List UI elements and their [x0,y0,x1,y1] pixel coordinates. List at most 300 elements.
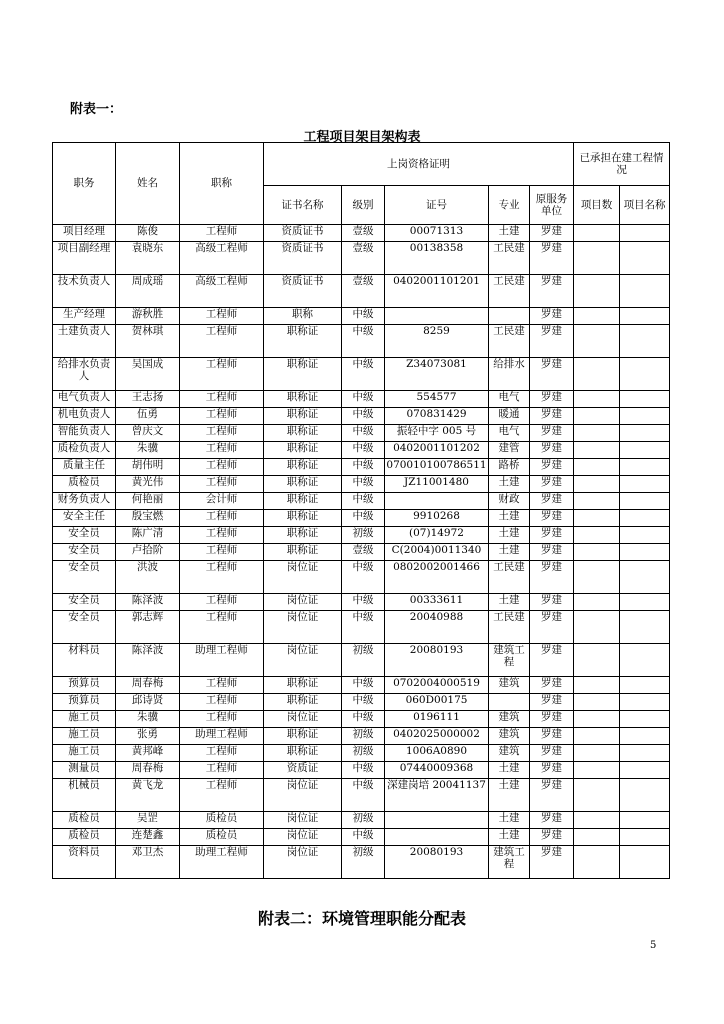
cell-specialty: 建筑工程 [489,644,530,677]
cell-project-name [620,762,670,779]
cell-orig-unit: 罗建 [530,677,574,694]
table-row [53,459,670,476]
cell-project-name [620,408,670,425]
cell-cert-name: 职称证 [264,694,342,711]
cell-project-count [574,561,620,594]
cell-cert-no: JZ11001480 [385,476,489,493]
table-row [53,527,670,544]
cell-project-count [574,762,620,779]
cell-name: 邱诗贤 [116,694,180,711]
cell-title: 助理工程师 [180,846,264,879]
cell-cert-no: 00071313 [385,225,489,242]
cell-cert-no: 20080193 [385,644,489,677]
cell-project-name [620,711,670,728]
cell-cert-name: 职称证 [264,391,342,408]
cell-position: 预算员 [53,694,116,711]
header-project-name: 项目名称 [620,186,670,225]
cell-project-count [574,476,620,493]
cell-specialty: 建筑 [489,711,530,728]
cell-specialty: 工民建 [489,561,530,594]
cell-specialty: 建筑 [489,677,530,694]
cell-project-count [574,544,620,561]
cell-project-count [574,408,620,425]
cell-position: 安全主任 [53,510,116,527]
cell-cert-name: 岗位证 [264,779,342,812]
cell-position: 项目副经理 [53,242,116,275]
cell-cert-name: 资质证书 [264,242,342,275]
cell-position: 土建负责人 [53,325,116,358]
cell-cert-no: 振轻中字 005 号 [385,425,489,442]
cell-name: 周春梅 [116,762,180,779]
cell-specialty: 暖通 [489,408,530,425]
cell-cert-no: Z34073081 [385,358,489,391]
cell-position: 电气负责人 [53,391,116,408]
cell-orig-unit: 罗建 [530,762,574,779]
cell-position: 测量员 [53,762,116,779]
cell-orig-unit: 罗建 [530,694,574,711]
cell-cert-no: 0402001101202 [385,442,489,459]
cell-project-count [574,677,620,694]
cell-level: 中级 [342,594,385,611]
cell-cert-name: 岗位证 [264,711,342,728]
cell-position: 给排水负责人 [53,358,116,391]
cell-level: 壹级 [342,544,385,561]
cell-project-name [620,476,670,493]
cell-level: 初级 [342,812,385,829]
cell-cert-no: 8259 [385,325,489,358]
cell-cert-no: 9910268 [385,510,489,527]
cell-project-name [620,459,670,476]
cell-project-name [620,745,670,762]
cell-name: 黄光伟 [116,476,180,493]
cell-orig-unit: 罗建 [530,242,574,275]
cell-orig-unit: 罗建 [530,391,574,408]
cell-name: 游秋胜 [116,308,180,325]
table-row [53,762,670,779]
cell-project-count [574,425,620,442]
cell-orig-unit: 罗建 [530,544,574,561]
cell-specialty: 工民建 [489,611,530,644]
cell-level: 中级 [342,459,385,476]
cell-project-name [620,275,670,308]
cell-position: 资料员 [53,846,116,879]
cell-name: 吴罡 [116,812,180,829]
cell-position: 预算员 [53,677,116,694]
table-row [53,611,670,644]
cell-cert-no: 20040988 [385,611,489,644]
cell-specialty: 电气 [489,391,530,408]
cell-name: 曾庆文 [116,425,180,442]
cell-level: 中级 [342,308,385,325]
cell-cert-name: 资质证书 [264,225,342,242]
cell-level: 中级 [342,829,385,846]
cell-project-count [574,493,620,510]
cell-orig-unit: 罗建 [530,275,574,308]
cell-level: 中级 [342,694,385,711]
appendix2-title: 附表二：环境管理职能分配表 [257,909,466,928]
cell-name: 朱骥 [116,711,180,728]
cell-name: 袁晓东 [116,242,180,275]
cell-title: 工程师 [180,358,264,391]
cell-cert-name: 职称证 [264,408,342,425]
cell-title: 高级工程师 [180,275,264,308]
cell-cert-no [385,812,489,829]
cell-position: 质检员 [53,812,116,829]
cell-name: 陈广清 [116,527,180,544]
cell-name: 朱骥 [116,442,180,459]
cell-orig-unit: 罗建 [530,829,574,846]
cell-specialty: 土建 [489,225,530,242]
cell-level: 壹级 [342,242,385,275]
cell-project-name [620,510,670,527]
cell-specialty: 给排水 [489,358,530,391]
cell-position: 安全员 [53,561,116,594]
cell-orig-unit: 罗建 [530,527,574,544]
cell-level: 中级 [342,611,385,644]
cell-cert-no: 1006A0890 [385,745,489,762]
cell-title: 工程师 [180,225,264,242]
cell-project-count [574,527,620,544]
cell-specialty: 财政 [489,493,530,510]
cell-cert-name: 岗位证 [264,561,342,594]
cell-orig-unit: 罗建 [530,812,574,829]
table-row [53,242,670,275]
cell-cert-name: 职称证 [264,476,342,493]
cell-cert-no: 0702004000519 [385,677,489,694]
cell-name: 黄邦峰 [116,745,180,762]
cell-name: 陈俊 [116,225,180,242]
cell-orig-unit: 罗建 [530,308,574,325]
cell-specialty: 电气 [489,425,530,442]
cell-position: 质检员 [53,476,116,493]
cell-project-name [620,425,670,442]
cell-level: 初级 [342,745,385,762]
cell-level: 初级 [342,846,385,879]
cell-project-name [620,561,670,594]
table-row [53,408,670,425]
table-row [53,644,670,677]
cell-position: 安全员 [53,544,116,561]
cell-cert-name: 岗位证 [264,594,342,611]
cell-specialty: 建筑 [489,728,530,745]
cell-title: 助理工程师 [180,644,264,677]
cell-specialty [489,308,530,325]
header-level: 级别 [342,186,385,225]
cell-orig-unit: 罗建 [530,408,574,425]
table-row [53,711,670,728]
cell-project-name [620,677,670,694]
cell-specialty: 土建 [489,812,530,829]
cell-level: 中级 [342,325,385,358]
cell-specialty: 土建 [489,527,530,544]
cell-cert-no: 0196111 [385,711,489,728]
header-projects-group: 已承担在建工程情况 [574,143,670,186]
cell-project-name [620,442,670,459]
cell-orig-unit: 罗建 [530,358,574,391]
cell-orig-unit: 罗建 [530,561,574,594]
cell-orig-unit: 罗建 [530,711,574,728]
cell-specialty: 路桥 [489,459,530,476]
cell-level: 中级 [342,677,385,694]
table-row [53,476,670,493]
cell-cert-no: (07)14972 [385,527,489,544]
header-specialty: 专业 [489,186,530,225]
cell-orig-unit: 罗建 [530,728,574,745]
cell-orig-unit: 罗建 [530,594,574,611]
table-title: 工程项目架目架构表 [303,130,421,145]
cell-position: 施工员 [53,711,116,728]
cell-cert-no: 0402001101201 [385,275,489,308]
cell-project-name [620,527,670,544]
cell-title: 工程师 [180,745,264,762]
cell-title: 工程师 [180,594,264,611]
cell-specialty: 工民建 [489,325,530,358]
cell-orig-unit: 罗建 [530,425,574,442]
cell-cert-name: 职称证 [264,728,342,745]
cell-level: 中级 [342,561,385,594]
cell-cert-no: 00333611 [385,594,489,611]
header-cert-no: 证号 [385,186,489,225]
header-cert-group: 上岗资格证明 [264,143,574,186]
cell-position: 施工员 [53,745,116,762]
cell-title: 工程师 [180,476,264,493]
cell-project-count [574,325,620,358]
cell-title: 高级工程师 [180,242,264,275]
cell-cert-name: 资质证 [264,762,342,779]
cell-project-count [574,391,620,408]
cell-name: 殷宝燃 [116,510,180,527]
cell-title: 工程师 [180,561,264,594]
table-row [53,694,670,711]
cell-cert-name: 岗位证 [264,829,342,846]
cell-cert-name: 职称证 [264,544,342,561]
cell-project-name [620,358,670,391]
cell-level: 初级 [342,644,385,677]
cell-specialty: 工民建 [489,275,530,308]
table-row [53,493,670,510]
cell-name: 卢拾阶 [116,544,180,561]
cell-title: 工程师 [180,711,264,728]
cell-title: 会计师 [180,493,264,510]
cell-title: 工程师 [180,694,264,711]
cell-orig-unit: 罗建 [530,510,574,527]
cell-cert-name: 岗位证 [264,846,342,879]
cell-project-name [620,846,670,879]
cell-position: 财务负责人 [53,493,116,510]
table-row [53,846,670,879]
cell-cert-no: 554577 [385,391,489,408]
cell-title: 工程师 [180,442,264,459]
cell-orig-unit: 罗建 [530,225,574,242]
cell-level: 初级 [342,527,385,544]
table-row [53,728,670,745]
cell-name: 胡伟明 [116,459,180,476]
header-cert-name: 证书名称 [264,186,342,225]
cell-name: 张勇 [116,728,180,745]
cell-name: 伍勇 [116,408,180,425]
cell-project-count [574,644,620,677]
cell-title: 工程师 [180,527,264,544]
cell-project-count [574,829,620,846]
table-row [53,275,670,308]
cell-project-count [574,694,620,711]
cell-project-count [574,728,620,745]
staff-roster-table [52,142,670,879]
cell-cert-no: 0402025000002 [385,728,489,745]
cell-specialty: 土建 [489,594,530,611]
header-position: 职务 [53,143,116,225]
cell-title: 质检员 [180,829,264,846]
cell-title: 工程师 [180,425,264,442]
cell-name: 王志扬 [116,391,180,408]
cell-position: 质量主任 [53,459,116,476]
cell-orig-unit: 罗建 [530,325,574,358]
cell-orig-unit: 罗建 [530,745,574,762]
table-row [53,510,670,527]
cell-project-name [620,594,670,611]
cell-name: 贺林琪 [116,325,180,358]
cell-level: 壹级 [342,225,385,242]
table-row [53,829,670,846]
table-row [53,779,670,812]
cell-project-name [620,242,670,275]
cell-specialty: 土建 [489,829,530,846]
appendix1-label: 附表一： [70,102,123,117]
cell-orig-unit: 罗建 [530,442,574,459]
cell-cert-no: C(2004)0011340 [385,544,489,561]
table-row [53,594,670,611]
cell-level: 中级 [342,476,385,493]
cell-cert-no: 00138358 [385,242,489,275]
cell-level: 中级 [342,711,385,728]
cell-position: 安全员 [53,594,116,611]
cell-level: 中级 [342,425,385,442]
cell-cert-name: 职称证 [264,527,342,544]
cell-position: 施工员 [53,728,116,745]
cell-position: 质检负责人 [53,442,116,459]
cell-specialty: 工民建 [489,242,530,275]
cell-cert-no [385,308,489,325]
cell-cert-name: 资质证书 [264,275,342,308]
cell-project-count [574,611,620,644]
cell-title: 助理工程师 [180,728,264,745]
cell-level: 中级 [342,408,385,425]
cell-title: 工程师 [180,611,264,644]
cell-cert-name: 职称证 [264,442,342,459]
cell-project-count [574,510,620,527]
cell-cert-name: 职称证 [264,325,342,358]
cell-cert-name: 职称证 [264,425,342,442]
cell-project-name [620,829,670,846]
cell-title: 工程师 [180,391,264,408]
cell-project-count [574,308,620,325]
cell-name: 连楚鑫 [116,829,180,846]
cell-specialty: 土建 [489,510,530,527]
cell-level: 壹级 [342,275,385,308]
cell-position: 机械员 [53,779,116,812]
cell-specialty: 建筑工程 [489,846,530,879]
cell-position: 智能负责人 [53,425,116,442]
cell-name: 邓卫杰 [116,846,180,879]
cell-position: 技术负责人 [53,275,116,308]
cell-level: 中级 [342,358,385,391]
cell-specialty: 土建 [489,476,530,493]
cell-name: 陈泽波 [116,594,180,611]
cell-position: 生产经理 [53,308,116,325]
cell-cert-name: 岗位证 [264,812,342,829]
cell-title: 工程师 [180,308,264,325]
cell-level: 中级 [342,510,385,527]
cell-level: 中级 [342,779,385,812]
cell-cert-name: 职称证 [264,677,342,694]
cell-name: 周春梅 [116,677,180,694]
cell-project-name [620,728,670,745]
cell-orig-unit: 罗建 [530,611,574,644]
cell-title: 工程师 [180,677,264,694]
cell-title: 工程师 [180,459,264,476]
cell-name: 何艳丽 [116,493,180,510]
cell-cert-name: 职称 [264,308,342,325]
cell-project-name [620,694,670,711]
cell-name: 洪波 [116,561,180,594]
cell-cert-name: 岗位证 [264,644,342,677]
cell-project-count [574,225,620,242]
cell-orig-unit: 罗建 [530,644,574,677]
cell-cert-name: 职称证 [264,493,342,510]
cell-cert-no: 060D00175 [385,694,489,711]
cell-title: 工程师 [180,779,264,812]
cell-specialty: 土建 [489,762,530,779]
cell-cert-name: 岗位证 [264,611,342,644]
table-row [53,325,670,358]
cell-project-count [574,275,620,308]
cell-level: 中级 [342,762,385,779]
cell-cert-no: 0802002001466 [385,561,489,594]
cell-level: 中级 [342,391,385,408]
cell-project-count [574,442,620,459]
cell-project-name [620,611,670,644]
cell-name: 吴国成 [116,358,180,391]
cell-project-name [620,225,670,242]
cell-project-count [574,711,620,728]
table-row [53,812,670,829]
cell-specialty: 建筑 [489,745,530,762]
cell-project-name [620,493,670,510]
table-row [53,425,670,442]
cell-project-count [574,812,620,829]
cell-level: 中级 [342,442,385,459]
cell-project-count [574,779,620,812]
cell-title: 工程师 [180,544,264,561]
table-row [53,225,670,242]
cell-position: 安全员 [53,527,116,544]
cell-cert-name: 职称证 [264,745,342,762]
cell-cert-no: 07440009368 [385,762,489,779]
table-row [53,442,670,459]
cell-project-count [574,459,620,476]
cell-level: 中级 [342,493,385,510]
cell-title: 工程师 [180,325,264,358]
cell-project-name [620,779,670,812]
table-row [53,358,670,391]
cell-specialty: 土建 [489,779,530,812]
cell-project-count [574,594,620,611]
cell-title: 工程师 [180,510,264,527]
table-row [53,745,670,762]
cell-specialty [489,694,530,711]
cell-project-count [574,242,620,275]
cell-orig-unit: 罗建 [530,493,574,510]
